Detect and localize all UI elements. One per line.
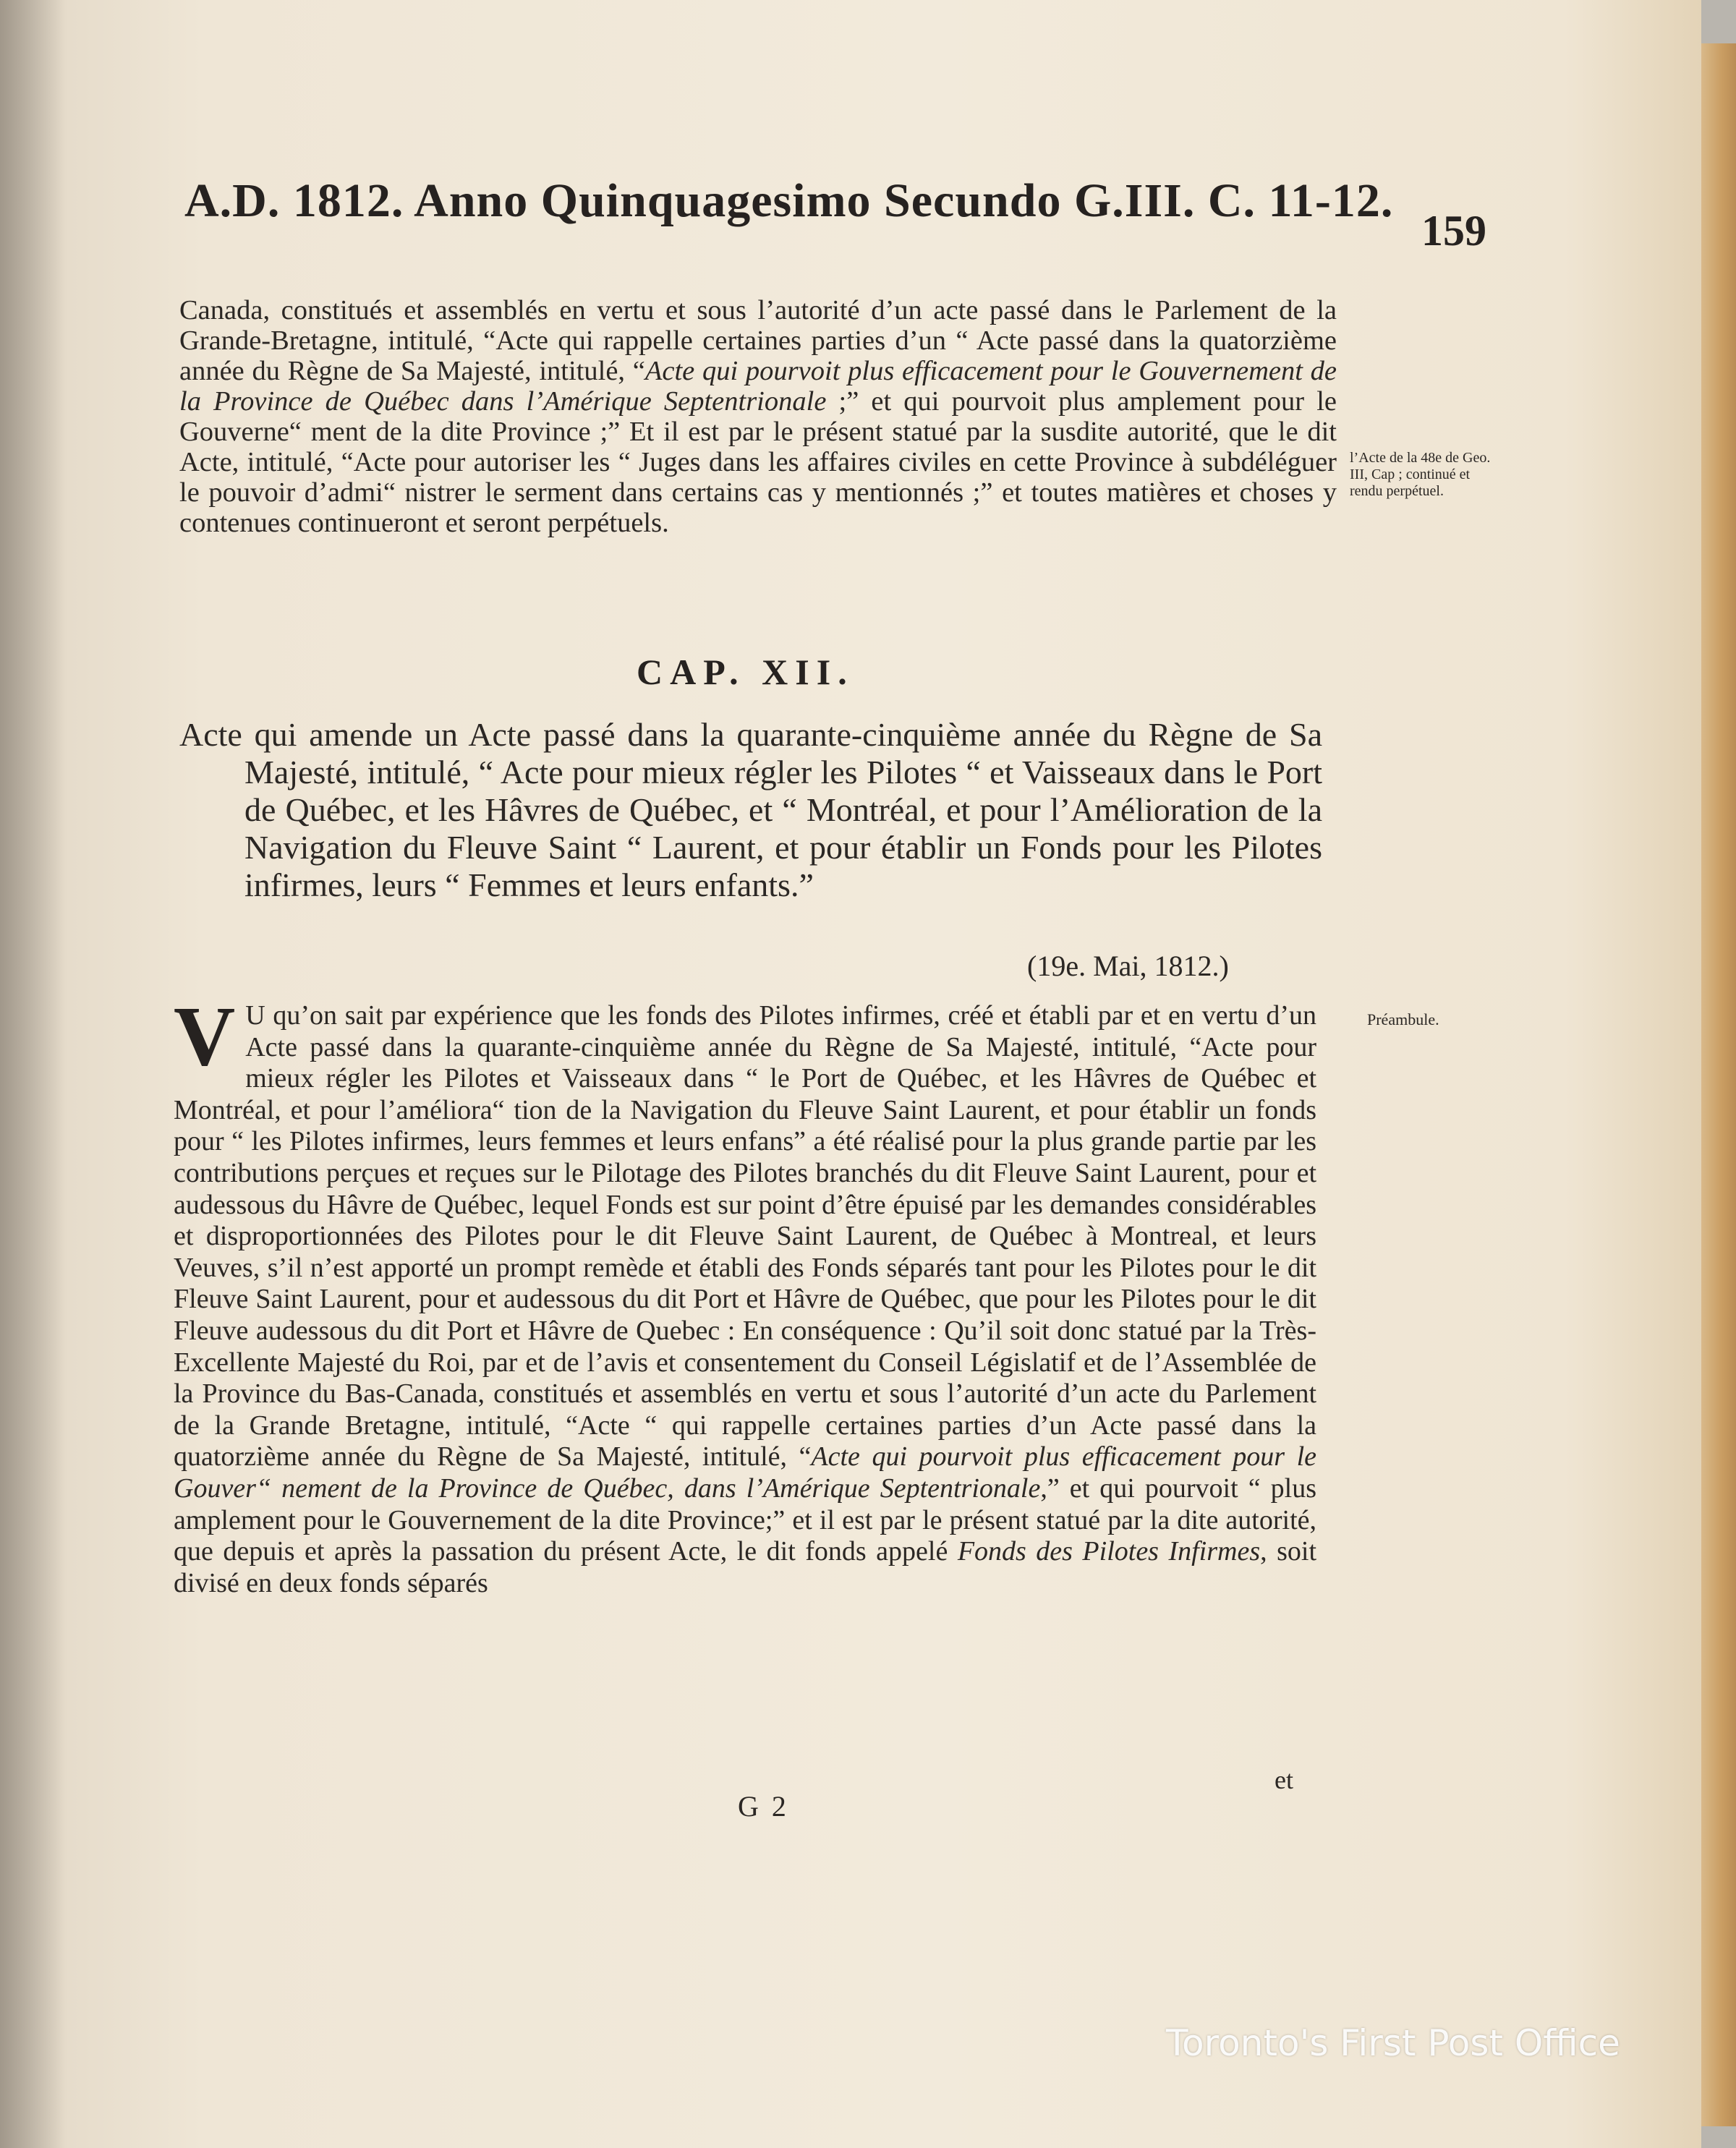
- preamble-text-a: U qu’on sait par expérience que les fonds des Pilotes infirmes, créé et établi par et en vertu d’un Acte passé dans la quarante-cinquième année du Règne de Sa Majesté, intitulé, “Acte pour mieux régler les Pilotes et Vaisseaux dans “ le Port de Québec, et les Hâvres de Québec et Montréal, et pour l’améliora“ tion de la Navigation du Fleuve Saint Laurent, et pour établir un fonds pour “ les Pilotes infirmes, leurs femmes et leurs enfans” a été réalisé pour la plus grande partie par les contributions perçues et reçues sur le Pilotage des Pilotes branchés du dit Fleuve Saint Laurent, pour et audessous du Hâvre de Québec, lequel Fonds est sur point d’être épuisé par les demandes considérables et disproportionnées des Pilotes pour le dit Fleuve Saint Laurent, de Québec à Montreal, et leurs Veuves, s’il n’est apporté un prompt remède et établi des Fonds séparés tant pour les Pilotes pour le dit Fleuve Saint Laurent, pour et audessous du dit Port et Hâvre de Québec, que pour les Pilotes pour le dit Fleuve audessous du dit Port et Hâvre de Quebec : En conséquence : Qu’il soit donc statué par la Très-Excellente Majesté du Roi, par et de l’avis et consentement du Conseil Législatif et de l’Assemblée de la Province du Bas-Canada, constitués et assemblés en vertu et sous l’autorité d’un acte du Parlement de la Grande Bretagne, intitulé, “Acte “ qui rappelle certaines parties d’un Acte passé dans la quatorzième année du Règne de Sa Majesté, intitulé, “: [174, 1000, 1316, 1473]
- signature-mark: G 2: [738, 1790, 789, 1823]
- margin-note-preambule: Préambule.: [1367, 1010, 1439, 1028]
- preamble-italic-1: Acte qui pourvoit plus efficacement pour le Gouver“ nement de la Province de Québec, dans l’Amérique Septentrionale: [174, 1441, 1316, 1504]
- preamble-text-c: , soit divisé en deux fonds séparés: [174, 1536, 1316, 1598]
- page-number: 159: [1421, 207, 1486, 255]
- page-edges: [1701, 43, 1736, 2126]
- running-head: A.D. 1812. Anno Quinquagesimo Secundo G.III. C. 11-12.: [184, 174, 1394, 227]
- act-title-text: Acte qui amende un Acte passé dans la quarante-cinquième année du Règne de Sa Majesté, intitulé, “ Acte pour mieux régler les Pilotes “ et Vaisseaux dans le Port de Québec, et les Hâvres de Québec, et “ Montréal, et pour l’Amélioration de la Navigation du Fleuve Saint “ Laurent, et pour établir un Fonds pour les Pilotes infirmes, leurs “ Femmes et leurs enfants.”: [179, 716, 1322, 903]
- watermark: Toronto's First Post Office: [1166, 2022, 1620, 2064]
- paragraph-1-text-a: Canada, constitués et assemblés en vertu et sous l’autorité d’un acte passé dans le Parlement de la Grande-Bretagne, intitulé, “Acte qui rappelle certaines parties d’un “ Acte passé dans la quatorzième année du Règne de Sa Majesté, intitulé, “: [179, 295, 1337, 386]
- act-date: (19e. Mai, 1812.): [1027, 950, 1229, 982]
- chapter-heading: CAP. XII.: [637, 652, 854, 692]
- binding-gutter: [0, 0, 65, 2148]
- preamble-paragraph: [174, 989, 1316, 1599]
- margin-note-acte-48e: l’Acte de la 48e de Geo. III, Cap ; continué et rendu perpétuel.: [1350, 450, 1491, 499]
- paragraph-1-italic: Acte qui pourvoit plus efficacement pour le Gouvernement de la Province de Québec dans l’Amérique Septentrionale: [179, 356, 1337, 417]
- catchword: et: [1275, 1765, 1293, 1794]
- preamble-italic-2: Fonds des Pilotes Infirmes: [957, 1536, 1261, 1567]
- act-title: [179, 716, 1322, 904]
- paragraph-1: [179, 295, 1337, 538]
- preamble-text-b: ,” et qui pourvoit “ plus amplement pour le Gouvernement de la dite Province;” et il est par le présent statué par la dite autorité, que depuis et après la passation du présent Acte, le dit fonds appelé: [174, 1473, 1316, 1567]
- paragraph-1-text-b: ;” et qui pourvoit plus amplement pour le Gouverne“ ment de la dite Province ;” Et il est par le présent statué par la susdite autorité, que le dit Acte, intitulé, “Acte pour autoriser les “ Juges dans les affaires civiles en cette Province à subdéléguer le pouvoir d’admi“ nistrer le serment dans certains cas y mentionnés ;” et toutes matières et choses y contenues continueront et seront perpétuels.: [179, 386, 1337, 538]
- drop-capital: V: [174, 989, 236, 1083]
